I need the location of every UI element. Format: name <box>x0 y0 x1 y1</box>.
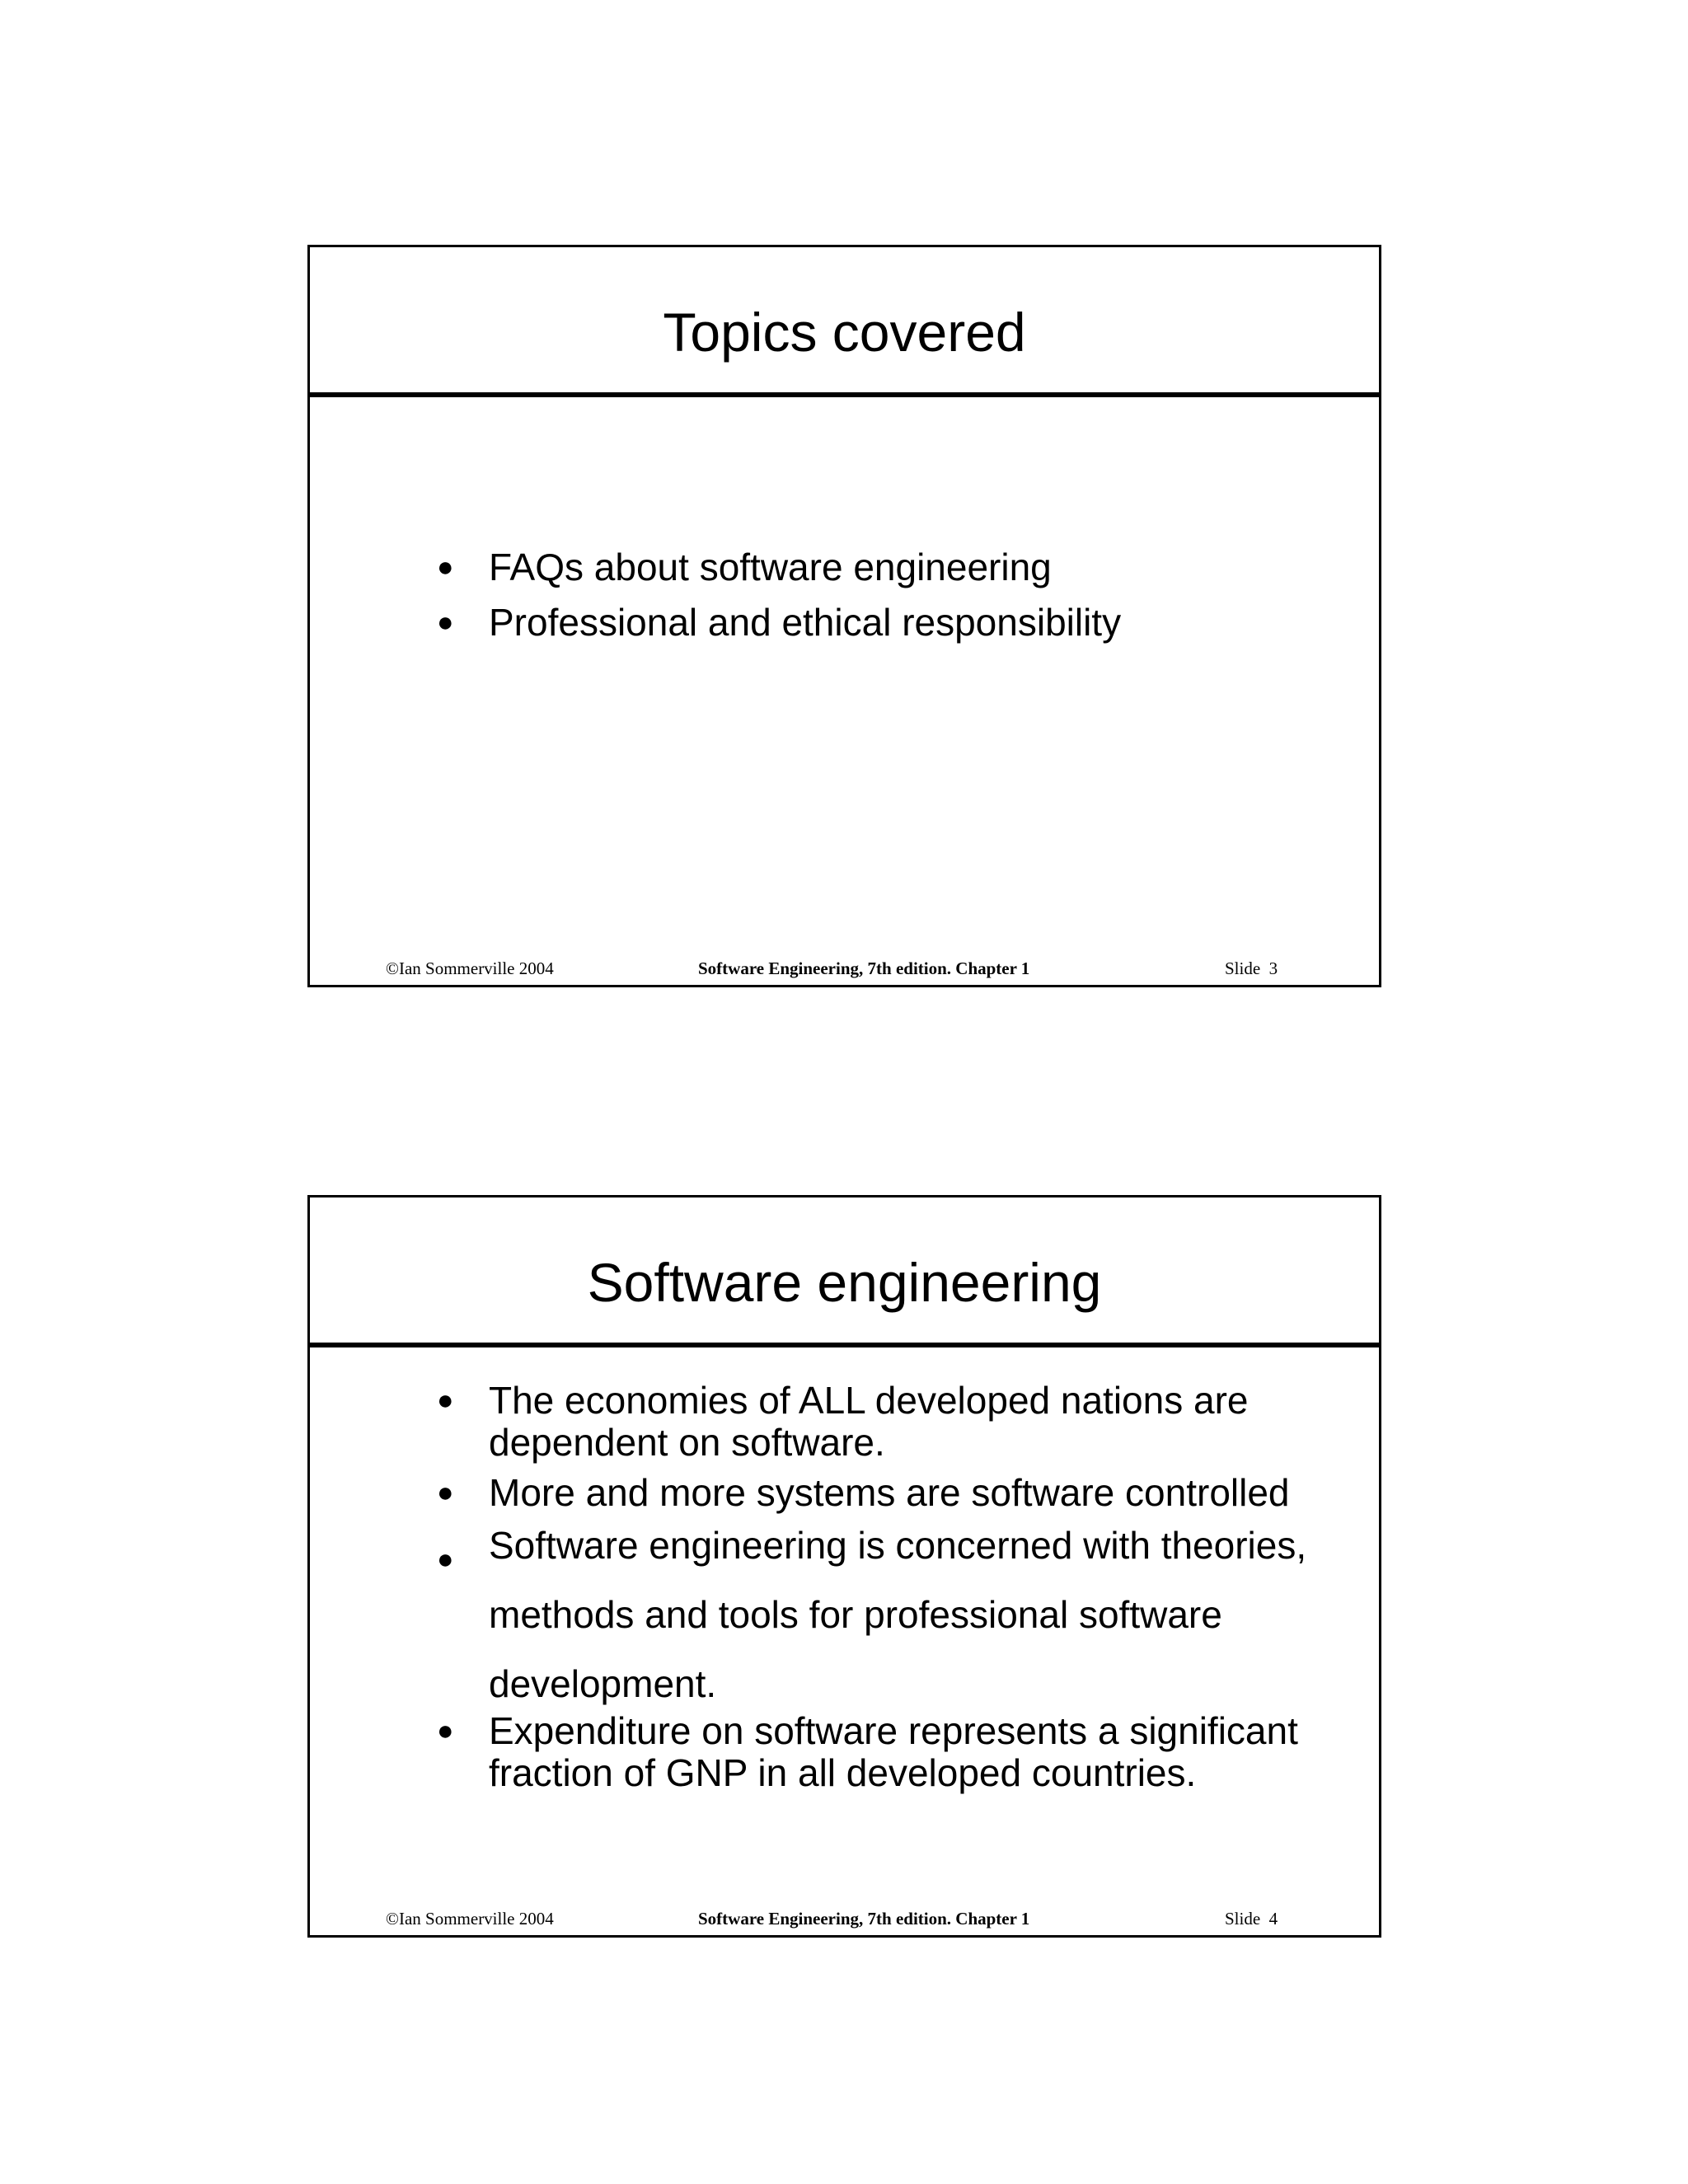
title-divider <box>310 1343 1379 1347</box>
bullet-text: Software engineering is concerned with theories, methods and tools for professional software development. <box>489 1524 1307 1705</box>
bullet-dot-icon: ● <box>437 1544 454 1575</box>
bullet-item <box>310 1710 1379 1794</box>
bullet-text: Professional and ethical responsibility <box>489 601 1122 644</box>
bullet-dot-icon: ● <box>437 607 454 638</box>
bullet-dot-icon: ● <box>437 551 454 583</box>
bullet-dot-icon: ● <box>437 1715 454 1746</box>
bullet-item <box>310 602 1379 644</box>
slide-title: Topics covered <box>663 302 1026 363</box>
slide-title: Software engineering <box>587 1252 1102 1313</box>
footer-slide-number: Slide 4 <box>1225 1909 1278 1929</box>
bullet-item <box>310 1511 1379 1718</box>
bullet-dot-icon: ● <box>437 1385 454 1416</box>
slide-4 <box>307 1195 1381 1938</box>
footer-copyright: ©Ian Sommerville 2004 <box>386 1909 554 1929</box>
bullet-item <box>310 1472 1379 1514</box>
footer-copyright: ©Ian Sommerville 2004 <box>386 958 554 978</box>
bullet-item <box>310 1380 1379 1464</box>
slide-3 <box>307 245 1381 987</box>
bullet-list <box>310 1380 1379 1802</box>
footer-slide-number: Slide 3 <box>1225 958 1278 978</box>
bullet-text: Expenditure on software represents a significant fraction of GNP in all developed countries. <box>489 1709 1298 1794</box>
bullet-text: More and more systems are software controlled <box>489 1471 1290 1514</box>
title-divider <box>310 392 1379 397</box>
bullet-text: FAQs about software engineering <box>489 546 1052 588</box>
bullet-list <box>310 546 1379 657</box>
bullet-dot-icon: ● <box>437 1477 454 1508</box>
footer-book-title: Software Engineering, 7th edition. Chapter 1 <box>698 1909 1030 1929</box>
bullet-text: The economies of ALL developed nations are dependent on software. <box>489 1379 1249 1464</box>
bullet-item <box>310 546 1379 588</box>
footer-book-title: Software Engineering, 7th edition. Chapter 1 <box>698 958 1030 978</box>
